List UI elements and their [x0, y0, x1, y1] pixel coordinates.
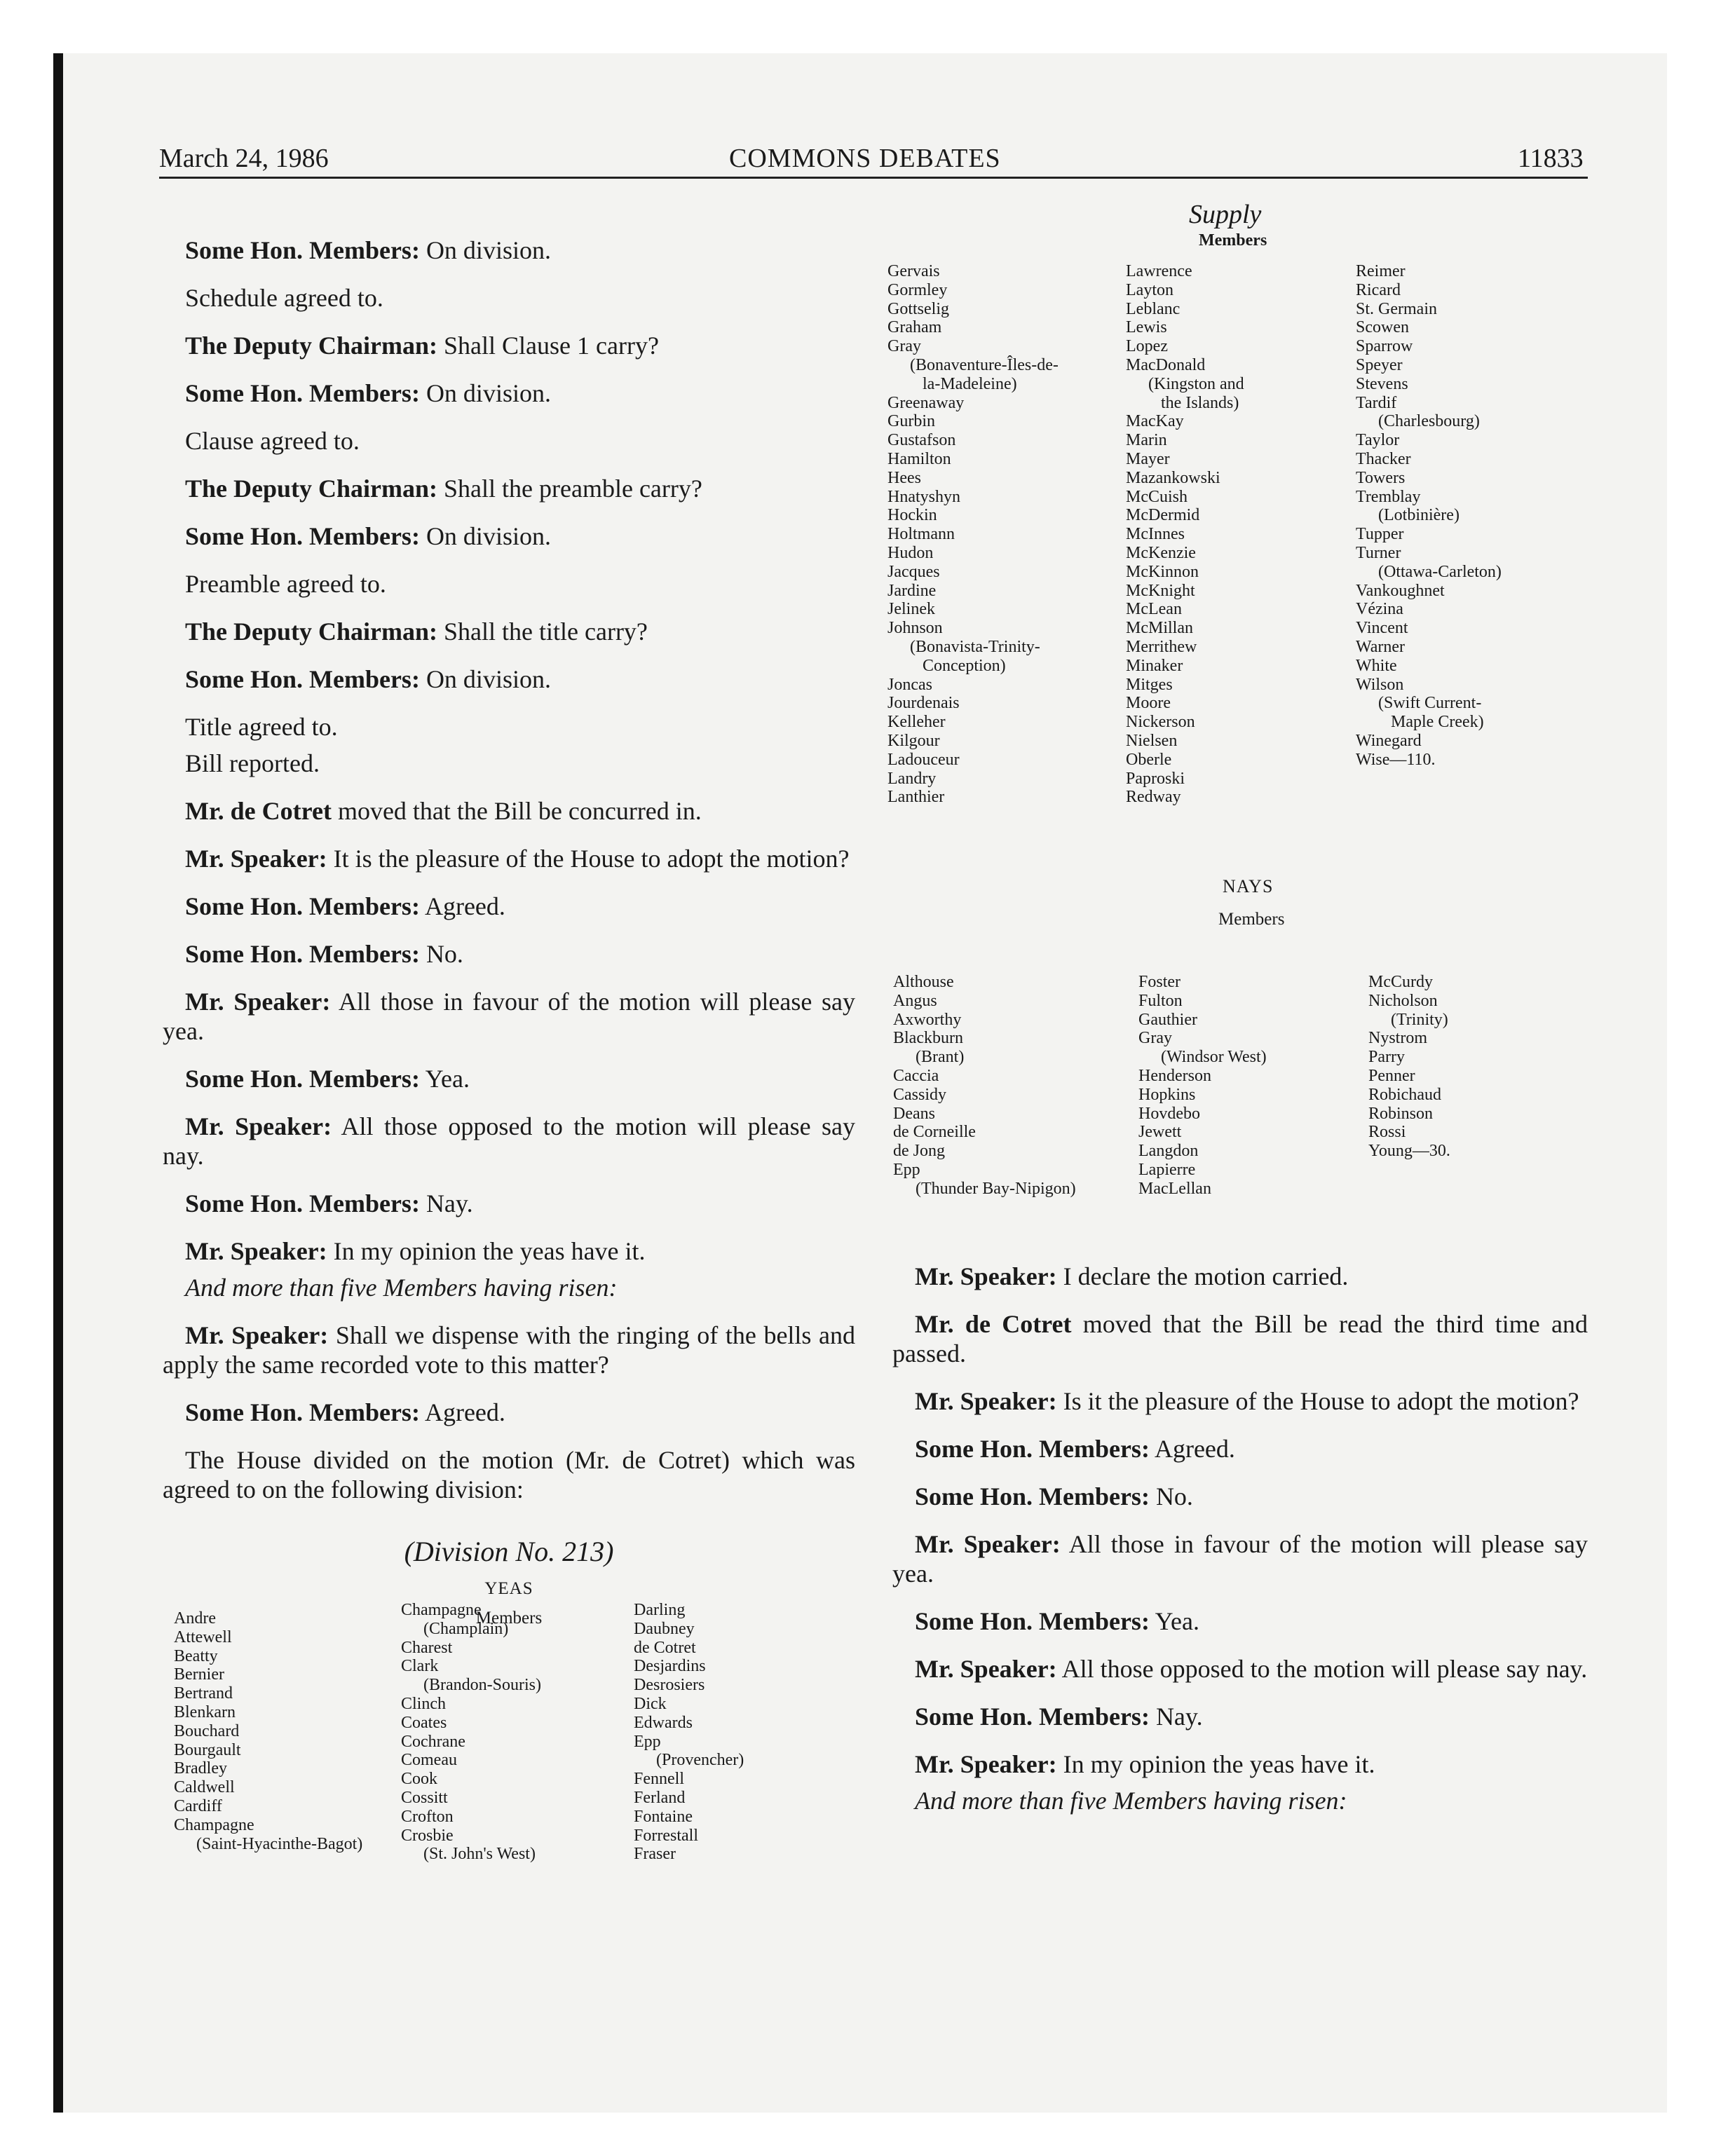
member-name: McKinnon	[1126, 562, 1199, 581]
yeas-heading: YEAS	[484, 1579, 533, 1598]
member-name: (Brant)	[916, 1048, 965, 1067]
member-name: Cossitt	[401, 1788, 448, 1807]
member-name: Champagne	[174, 1815, 254, 1834]
yeas-column-2	[401, 1601, 541, 1864]
member-name: de Corneille	[893, 1123, 976, 1142]
paragraph	[892, 1786, 1588, 1815]
member-name: Kelleher	[887, 713, 946, 732]
speech-text: On division.	[419, 665, 551, 693]
member-name: (Brandon-Souris)	[423, 1676, 541, 1695]
nays-heading: NAYS	[1223, 876, 1274, 896]
member-name: Gormley	[887, 280, 948, 299]
member-name: Tremblay	[1356, 487, 1421, 506]
speech-text: moved that the Bill be concurred in.	[331, 797, 702, 825]
member-name: Landry	[887, 769, 937, 788]
member-name: Hockin	[887, 506, 937, 525]
member-name: the Islands)	[1161, 393, 1239, 412]
member-name: Tupper	[1356, 525, 1404, 544]
paragraph	[163, 283, 855, 313]
member-name: Tardif	[1356, 393, 1397, 412]
member-name: Cook	[401, 1770, 438, 1789]
member-name: Epp	[893, 1160, 920, 1179]
speaker-name: Mr. Speaker:	[915, 1387, 1057, 1415]
paragraph	[163, 1398, 855, 1427]
member-name: Gustafson	[887, 431, 956, 450]
speech-text: Agreed.	[419, 892, 505, 920]
member-name: Gurbin	[887, 412, 935, 431]
paragraph	[892, 1482, 1588, 1511]
supply-column-2	[1126, 262, 1244, 807]
member-name: Hamilton	[887, 449, 951, 468]
member-name: Kilgour	[887, 731, 940, 750]
speech-text: Nay.	[1149, 1703, 1203, 1731]
member-name: Champagne	[401, 1601, 482, 1619]
speech-text: Preamble agreed to.	[185, 570, 386, 598]
member-name: Bertrand	[174, 1684, 233, 1703]
paragraph	[163, 844, 855, 873]
member-name: Young—30.	[1368, 1142, 1450, 1161]
member-name: (Charlesbourg)	[1378, 412, 1480, 431]
member-name: McKnight	[1126, 581, 1195, 600]
member-name: la-Madeleine)	[923, 374, 1017, 393]
speaker-name: Mr. de Cotret	[915, 1310, 1072, 1338]
speech-text: It is the pleasure of the House to adopt the motion?	[327, 845, 850, 873]
member-name: Vincent	[1356, 619, 1408, 638]
speaker-name: Some Hon. Members:	[185, 1065, 420, 1093]
member-name: Attewell	[174, 1628, 232, 1646]
member-name: Redway	[1126, 788, 1181, 807]
paragraph	[163, 1189, 855, 1218]
paragraph	[163, 1445, 855, 1504]
member-name: Comeau	[401, 1751, 457, 1770]
member-name: Hees	[887, 468, 921, 487]
member-name: McKenzie	[1126, 543, 1196, 562]
member-name: McDermid	[1126, 506, 1200, 525]
member-name: Langdon	[1138, 1142, 1199, 1161]
speaker-name: Some Hon. Members:	[915, 1482, 1150, 1510]
member-name: Merrithew	[1126, 637, 1197, 656]
speaker-name: Mr. Speaker:	[185, 1321, 329, 1349]
member-name: Foster	[1138, 973, 1181, 991]
member-name: Ladouceur	[887, 750, 960, 769]
member-name: Rossi	[1368, 1123, 1406, 1142]
member-name: Reimer	[1356, 262, 1406, 280]
member-name: Fennell	[634, 1770, 684, 1789]
member-name: Charest	[401, 1638, 453, 1657]
left-paragraphs	[163, 236, 855, 1504]
member-name: Vézina	[1356, 600, 1403, 619]
member-name: (Provencher)	[656, 1751, 744, 1770]
member-name: Cassidy	[893, 1085, 947, 1104]
member-name: Leblanc	[1126, 299, 1181, 318]
speaker-name: The Deputy Chairman:	[185, 475, 438, 503]
speech-text: In my opinion the yeas have it.	[1056, 1750, 1375, 1778]
member-name: Nicholson	[1368, 991, 1438, 1010]
speaker-name: Mr. Speaker:	[915, 1530, 1061, 1558]
member-name: de Jong	[893, 1142, 945, 1161]
member-name: MacDonald	[1126, 355, 1206, 374]
member-name: Lawrence	[1126, 262, 1192, 280]
speech-text: In my opinion the yeas have it.	[327, 1237, 646, 1265]
paragraph	[163, 1321, 855, 1379]
header-title: COMMONS DEBATES	[729, 144, 1001, 173]
member-name: (Champlain)	[423, 1619, 509, 1638]
member-name: (Thunder Bay-Nipigon)	[916, 1179, 1076, 1198]
member-name: Wise—110.	[1356, 750, 1436, 769]
speaker-name: Mr. Speaker:	[185, 988, 331, 1016]
speech-text: No.	[1149, 1482, 1193, 1510]
supply-column-3	[1356, 262, 1502, 770]
speech-text: Is it the pleasure of the House to adopt the motion?	[1056, 1387, 1579, 1415]
member-name: Nystrom	[1368, 1029, 1427, 1048]
member-name: Darling	[634, 1601, 686, 1619]
member-name: Lopez	[1126, 337, 1168, 356]
member-name: Marin	[1126, 431, 1167, 450]
paragraph	[163, 331, 855, 360]
speaker-name: The Deputy Chairman:	[185, 332, 438, 360]
paragraph	[163, 939, 855, 969]
member-name: Epp	[634, 1732, 661, 1751]
speaker-name: Some Hon. Members:	[185, 236, 420, 264]
paragraph	[892, 1434, 1588, 1464]
paragraph	[163, 378, 855, 408]
supply-column-1	[887, 262, 1059, 807]
member-name: Caccia	[893, 1066, 939, 1085]
speech-text: On division.	[419, 522, 551, 550]
member-name: (Saint-Hyacinthe-Bagot)	[196, 1834, 363, 1853]
speaker-name: Some Hon. Members:	[915, 1703, 1150, 1731]
speech-text: Agreed.	[419, 1398, 505, 1426]
yeas-column-1	[174, 1609, 362, 1853]
member-name: (Ottawa-Carleton)	[1378, 562, 1502, 581]
member-name: Cardiff	[174, 1796, 222, 1815]
nays-column-3	[1368, 973, 1450, 1161]
speech-text: moved that the Bill be read the third time and passed.	[892, 1310, 1588, 1367]
member-name: Greenaway	[887, 393, 965, 412]
division-title: (Division No. 213)	[404, 1536, 614, 1567]
member-name: (Windsor West)	[1161, 1048, 1267, 1067]
member-name: Winegard	[1356, 731, 1422, 750]
paragraph	[163, 1236, 855, 1266]
speech-text: All those opposed to the motion will please say nay.	[163, 1112, 856, 1170]
member-name: Scowen	[1356, 318, 1409, 337]
member-name: Gervais	[887, 262, 940, 280]
member-name: Clark	[401, 1657, 439, 1676]
member-name: Ricard	[1356, 280, 1401, 299]
paragraph	[163, 712, 855, 742]
paragraph	[163, 617, 855, 646]
member-name: Warner	[1356, 637, 1406, 656]
scan-edge-shadow	[53, 53, 63, 2113]
member-name: Maple Creek)	[1391, 713, 1484, 732]
speaker-name: Some Hon. Members:	[915, 1607, 1150, 1635]
paragraph	[892, 1262, 1588, 1291]
member-name: Mazankowski	[1126, 468, 1220, 487]
member-name: Gauthier	[1138, 1010, 1197, 1029]
speech-text: Shall the preamble carry?	[437, 475, 702, 503]
speech-text: Agreed.	[1149, 1435, 1235, 1463]
paragraph	[163, 1064, 855, 1093]
member-name: White	[1356, 656, 1397, 675]
paragraph	[892, 1386, 1588, 1416]
speaker-name: Mr. Speaker:	[185, 845, 327, 873]
member-name: Bouchard	[174, 1721, 240, 1740]
member-name: Jewett	[1138, 1123, 1182, 1142]
member-name: Taylor	[1356, 431, 1400, 450]
member-name: Althouse	[893, 973, 954, 991]
member-name: Joncas	[887, 675, 932, 694]
paragraph	[163, 1273, 855, 1302]
speaker-name: Mr. Speaker:	[185, 1237, 327, 1265]
nays-column-2	[1138, 973, 1267, 1199]
speaker-name: Mr. Speaker:	[915, 1750, 1057, 1778]
member-name: Daubney	[634, 1619, 695, 1638]
paragraph	[163, 796, 855, 826]
speaker-name: Some Hon. Members:	[915, 1435, 1150, 1463]
speech-text: All those opposed to the motion will please say nay.	[1056, 1655, 1588, 1683]
speaker-name: Some Hon. Members:	[185, 940, 420, 968]
member-name: Holtmann	[887, 525, 955, 544]
speaker-name: Some Hon. Members:	[185, 1189, 420, 1217]
yeas-column-3	[634, 1601, 744, 1864]
member-name: (Trinity)	[1391, 1010, 1448, 1029]
member-name: Blackburn	[893, 1029, 963, 1048]
speech-text: Nay.	[419, 1189, 473, 1217]
paragraph	[163, 749, 855, 778]
member-name: Ferland	[634, 1788, 686, 1807]
member-name: Mitges	[1126, 675, 1173, 694]
member-name: Hudon	[887, 543, 934, 562]
speech-text: Bill reported.	[185, 749, 320, 777]
speech-text: The House divided on the motion (Mr. de Cotret) which was agreed to on the following division:	[163, 1446, 855, 1503]
member-name: Paproski	[1126, 769, 1185, 788]
speaker-name: Some Hon. Members:	[185, 522, 420, 550]
speaker-name: Some Hon. Members:	[185, 665, 420, 693]
speaker-name: Mr. Speaker:	[915, 1262, 1057, 1290]
member-name: Bourgault	[174, 1740, 241, 1759]
member-name: (Kingston and	[1148, 374, 1244, 393]
member-name: Lanthier	[887, 788, 945, 807]
member-name: McMillan	[1126, 619, 1193, 638]
member-name: Jelinek	[887, 600, 935, 619]
member-name: Deans	[893, 1104, 935, 1123]
member-name: Axworthy	[893, 1010, 962, 1029]
member-name: Stevens	[1356, 374, 1408, 393]
member-name: Clinch	[401, 1694, 446, 1713]
member-name: Speyer	[1356, 355, 1403, 374]
member-name: Cochrane	[401, 1732, 465, 1751]
member-name: Johnson	[887, 619, 943, 638]
speech-text: Schedule agreed to.	[185, 284, 383, 312]
member-name: Oberle	[1126, 750, 1172, 769]
member-name: Edwards	[634, 1713, 693, 1732]
speech-text: Title agreed to.	[185, 713, 338, 741]
speaker-name: Some Hon. Members:	[185, 1398, 420, 1426]
member-name: Henderson	[1138, 1066, 1211, 1085]
member-name: McInnes	[1126, 525, 1185, 544]
member-name: Nickerson	[1126, 713, 1195, 732]
member-name: Mayer	[1126, 449, 1170, 468]
left-column	[163, 236, 855, 1643]
member-name: Blenkarn	[174, 1703, 236, 1721]
member-name: Parry	[1368, 1048, 1405, 1067]
yeas-members-label: Members	[475, 1609, 543, 1628]
member-name: Jourdenais	[887, 694, 960, 713]
stage-direction: And more than five Members having risen:	[915, 1787, 1347, 1815]
member-name: Jacques	[887, 562, 940, 581]
nays-column-1	[893, 973, 1076, 1199]
member-name: (Swift Current-	[1378, 694, 1482, 713]
member-name: McCurdy	[1368, 973, 1433, 991]
member-name: Beatty	[174, 1646, 218, 1665]
paragraph	[163, 987, 855, 1046]
member-name: Nielsen	[1126, 731, 1178, 750]
member-name: Fraser	[634, 1845, 676, 1864]
speaker-name: Some Hon. Members:	[185, 892, 420, 920]
speech-text: Shall Clause 1 carry?	[437, 332, 659, 360]
member-name: Wilson	[1356, 675, 1404, 694]
member-name: Robichaud	[1368, 1085, 1441, 1104]
member-name: Crosbie	[401, 1826, 454, 1845]
member-name: Fontaine	[634, 1807, 693, 1826]
member-name: Penner	[1368, 1066, 1415, 1085]
member-name: Desjardins	[634, 1657, 706, 1676]
paragraph	[163, 521, 855, 551]
header-page-number: 11833	[1518, 144, 1584, 173]
supply-title: Supply	[1189, 200, 1262, 229]
member-name: MacKay	[1126, 412, 1184, 431]
stage-direction: And more than five Members having risen:	[185, 1274, 618, 1302]
member-name: Conception)	[923, 656, 1006, 675]
member-name: (Bonaventure-Îles-de-	[910, 355, 1059, 374]
member-name: Lapierre	[1138, 1160, 1196, 1179]
member-name: Towers	[1356, 468, 1406, 487]
speech-text: Shall we dispense with the ringing of the bells and apply the same recorded vote to this matter?	[163, 1321, 856, 1379]
paragraph	[163, 1112, 855, 1171]
member-name: Angus	[893, 991, 937, 1010]
member-name: Vankoughnet	[1356, 581, 1445, 600]
member-name: Jardine	[887, 581, 937, 600]
speaker-name: Mr. Speaker:	[185, 1112, 332, 1140]
member-name: Sparrow	[1356, 337, 1413, 356]
member-name: Desrosiers	[634, 1676, 705, 1695]
member-name: Gottselig	[887, 299, 949, 318]
speech-text: Clause agreed to.	[185, 427, 360, 455]
member-name: Gray	[887, 337, 921, 356]
supply-members-label: Members	[1199, 231, 1267, 250]
right-column	[892, 1262, 1588, 1834]
speech-text: Yea.	[1149, 1607, 1199, 1635]
member-name: Turner	[1356, 543, 1401, 562]
nays-members-label: Members	[1218, 910, 1285, 929]
member-name: Coates	[401, 1713, 447, 1732]
paragraph	[892, 1702, 1588, 1731]
speech-text: On division.	[419, 379, 551, 407]
header-date: March 24, 1986	[159, 144, 329, 173]
speech-text: On division.	[419, 236, 551, 264]
member-name: Layton	[1126, 280, 1173, 299]
member-name: Gray	[1138, 1029, 1172, 1048]
member-name: Thacker	[1356, 449, 1411, 468]
member-name: (Bonavista-Trinity-	[910, 637, 1040, 656]
member-name: McLean	[1126, 600, 1182, 619]
member-name: (Lotbinière)	[1378, 506, 1460, 525]
paragraph	[163, 664, 855, 694]
speaker-name: Some Hon. Members:	[185, 379, 420, 407]
paragraph	[892, 1529, 1588, 1588]
member-name: Dick	[634, 1694, 667, 1713]
member-name: Forrestall	[634, 1826, 698, 1845]
member-name: Andre	[174, 1609, 216, 1628]
header-rule	[159, 177, 1588, 179]
paragraph	[892, 1749, 1588, 1779]
speech-text: No.	[419, 940, 463, 968]
member-name: McCuish	[1126, 487, 1188, 506]
paragraph	[163, 236, 855, 265]
paragraph	[163, 474, 855, 503]
paragraph	[892, 1606, 1588, 1636]
member-name: Caldwell	[174, 1778, 235, 1797]
paragraph	[163, 426, 855, 456]
member-name: Moore	[1126, 694, 1171, 713]
member-name: Lewis	[1126, 318, 1167, 337]
speech-text: All those in favour of the motion will please say yea.	[163, 988, 855, 1045]
speaker-name: The Deputy Chairman:	[185, 618, 438, 646]
paragraph	[163, 892, 855, 921]
member-name: Hovdebo	[1138, 1104, 1200, 1123]
speech-text: Shall the title carry?	[437, 618, 648, 646]
paragraph	[892, 1309, 1588, 1368]
right-paragraphs	[892, 1262, 1588, 1815]
speech-text: Yea.	[419, 1065, 470, 1093]
member-name: Graham	[887, 318, 942, 337]
member-name: Fulton	[1138, 991, 1183, 1010]
speaker-name: Mr. de Cotret	[185, 797, 332, 825]
member-name: de Cotret	[634, 1638, 696, 1657]
paragraph	[892, 1654, 1588, 1684]
member-name: Bernier	[174, 1665, 224, 1684]
member-name: Hnatyshyn	[887, 487, 960, 506]
speech-text: I declare the motion carried.	[1056, 1262, 1349, 1290]
speaker-name: Mr. Speaker:	[915, 1655, 1057, 1683]
member-name: Minaker	[1126, 656, 1183, 675]
member-name: Bradley	[174, 1759, 227, 1778]
paragraph	[163, 569, 855, 599]
member-name: St. Germain	[1356, 299, 1437, 318]
member-name: MacLellan	[1138, 1179, 1211, 1198]
member-name: Hopkins	[1138, 1085, 1196, 1104]
member-name: Robinson	[1368, 1104, 1434, 1123]
speech-text: All those in favour of the motion will please say yea.	[892, 1530, 1588, 1588]
member-name: (St. John's West)	[423, 1845, 536, 1864]
member-name: Crofton	[401, 1807, 454, 1826]
